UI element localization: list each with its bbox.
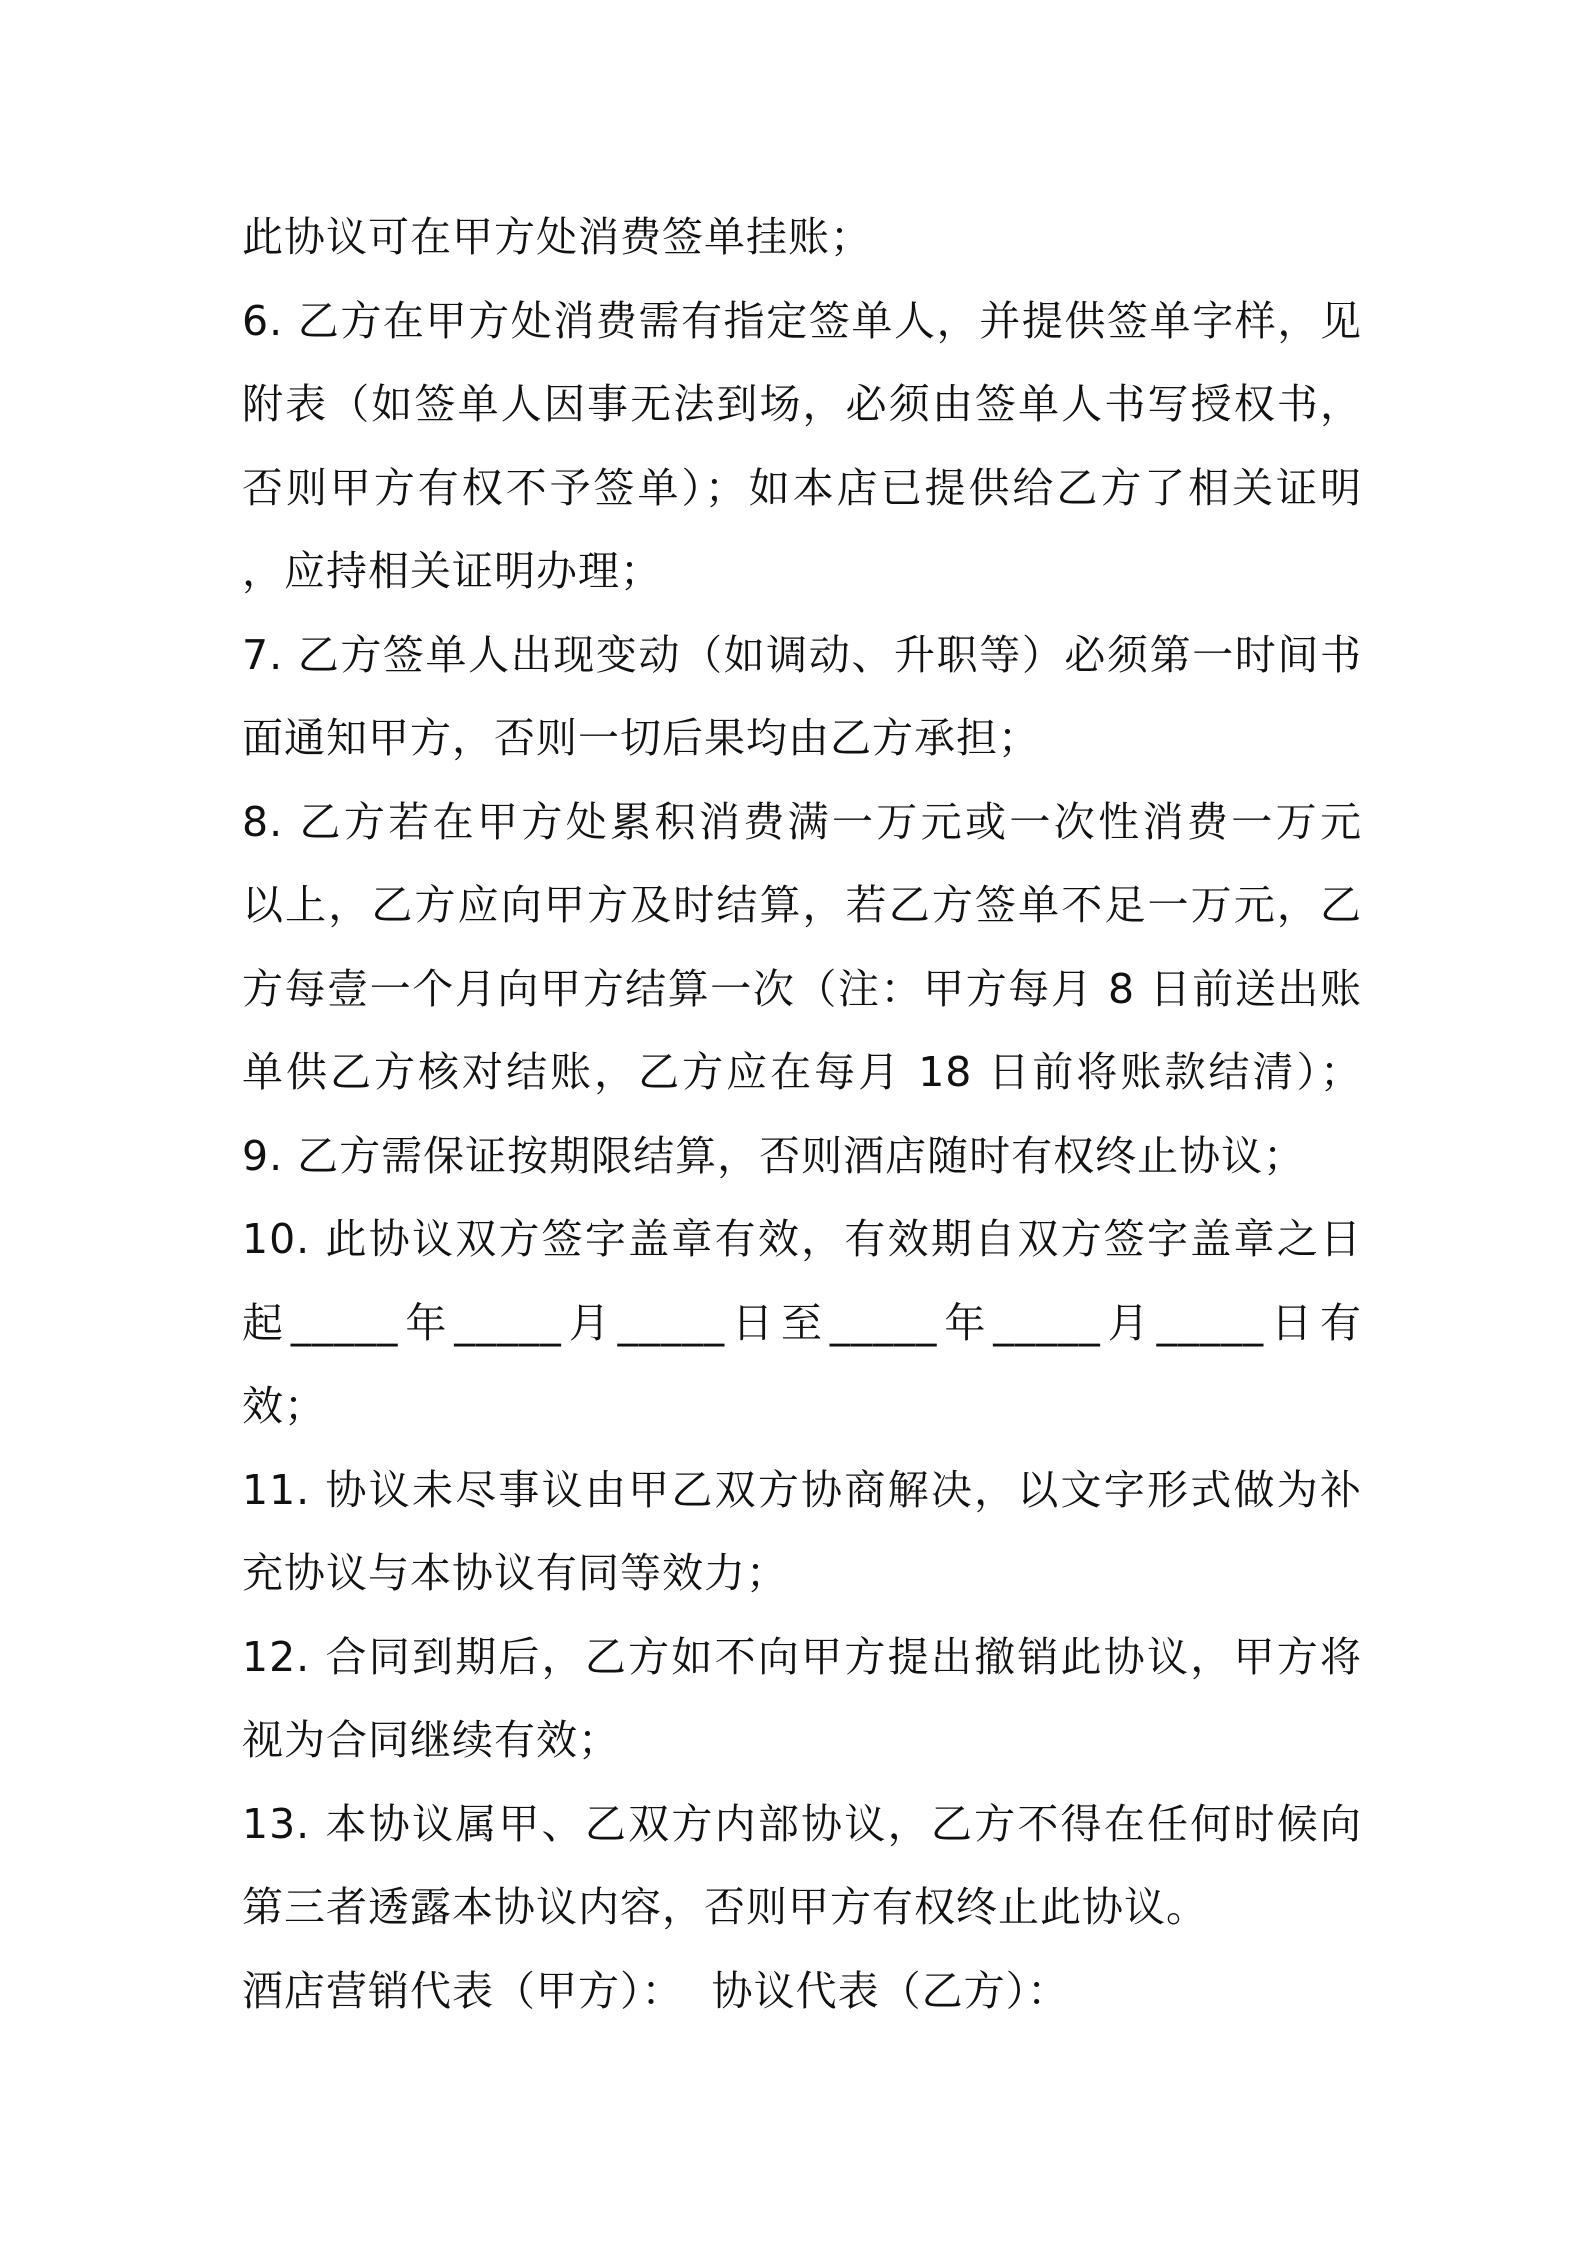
document-body (242, 196, 1362, 2033)
text-line: 单供乙方核对结账，乙方应在每月 18 日前将账款结清）； (242, 1048, 1362, 1096)
text-line: 效； (242, 1382, 326, 1430)
signature-representatives-line: 酒店营销代表（甲方）： 协议代表（乙方）： (242, 1966, 1070, 2015)
clause-9-line: 9. 乙方需保证按期限结算，否则酒店随时有权终止协议； (242, 1131, 1306, 1180)
text-line: 视为合同继续有效； (242, 1716, 620, 1764)
clause-13-line: 13. 本协议属甲、乙双方内部协议，乙方不得在任何时候向 (242, 1799, 1362, 1848)
text-line: 以上，乙方应向甲方及时结算，若乙方签单不足一万元，乙 (242, 881, 1362, 929)
text-line: 附表（如签单人因事无法到场，必须由签单人书写授权书， (242, 380, 1362, 428)
clause-11-line: 11. 协议未尽事议由甲乙双方协商解决，以文字形式做为补 (242, 1465, 1362, 1514)
clause-8-line: 8. 乙方若在甲方处累积消费满一万元或一次性消费一万元 (242, 797, 1362, 846)
text-line: 方每壹一个月向甲方结算一次（注：甲方每月 8 日前送出账 (242, 964, 1362, 1013)
clause-10-line: 10. 此协议双方签字盖章有效，有效期自双方签字盖章之日 (242, 1215, 1362, 1263)
clause-12-line: 12. 合同到期后，乙方如不向甲方提出撤销此协议，甲方将 (242, 1632, 1362, 1681)
clause-6-line: 6. 乙方在甲方处消费需有指定签单人，并提供签单字样，见 (242, 296, 1362, 345)
text-line: 第三者透露本协议内容，否则甲方有权终止此协议。 (242, 1883, 1208, 1931)
clause-7-line: 7. 乙方签单人出现变动（如调动、升职等）必须第一时间书 (242, 630, 1362, 679)
text-line: 充协议与本协议有同等效力； (242, 1549, 788, 1597)
text-line: 此协议可在甲方处消费签单挂账； (242, 213, 872, 261)
text-line: ，应持相关证明办理； (242, 547, 662, 595)
validity-date-line: 起_____年_____月_____日至_____年_____月_____日有 (242, 1298, 1362, 1347)
text-line: 否则甲方有权不予签单）；如本店已提供给乙方了相关证明 (242, 463, 1362, 512)
text-line: 面通知甲方，否则一切后果均由乙方承担； (242, 714, 1040, 762)
